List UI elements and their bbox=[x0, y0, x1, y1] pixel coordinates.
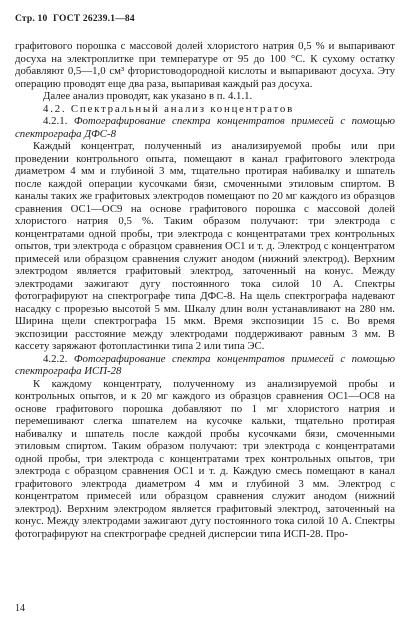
subsection-title: Фотографирование спектра концентратов примесей с помощью спектрографа ИСП-28 bbox=[15, 352, 396, 377]
subsection-heading bbox=[15, 353, 395, 378]
paragraph: Далее анализ проводят, как указано в п. 4.1.1. bbox=[43, 90, 253, 102]
subsection-heading bbox=[15, 115, 395, 140]
subsection-number: 4.2.1. bbox=[43, 115, 68, 127]
body-text bbox=[15, 40, 395, 540]
section-heading: 4.2. Спектральный анализ концентратов bbox=[43, 102, 294, 115]
standard-number: ГОСТ 26239.1—84 bbox=[53, 14, 135, 24]
subsection-title: Фотографирование спектра концентратов примесей с помощью спектрографа ДФС-8 bbox=[15, 115, 396, 140]
paragraph: Каждый концентрат, полученный из анализируемой пробы или при проведении контрольного опыта, помещают в канал графитового электрода диаметром 4 мм и глубиной 3 мм, тщательно протирая набивалку и шпатель после каждой операции кусочками бязи, смоченными этиловым спиртом. В каналы таких же графитовых электродов помещают по 20 мг каждого из образцов сравнения ОС1—ОС9 на основе графитового порошка с массовой долей хлористого натрия 0,5 %. Таким образом получают: три электрода с концентратами одной пробы, три электрода с концентратами трех контрольных опытов, три электрода с образцом сравнения ОС1 и т. д. Электрод с концентратом примесей или образцом сравнения служит анодом (нижний электрод). Верхним электродом является графитовый электрод, заточенный на конус. Между электродами зажигают дугу постоянного тока силой 10 А. Спектры фотографируют на спектрографе типа ДФС-8. На щель спектрографа надевают насадку с прорезью высотой 5 мм. Шкалу длин волн устанавливают на 280 нм. Ширина щели спектрографа 15 мкм. Время экспозиции 15 с. Во время экспозиции расстояние между электродами поддерживают равным 3 мм. В кассету заряжают фотопластинки типа 2 или типа ЭС. bbox=[15, 140, 395, 352]
page-header bbox=[15, 14, 135, 24]
page-number: 14 bbox=[15, 603, 25, 614]
page-label: Стр. 10 bbox=[15, 14, 48, 24]
paragraph: графитового порошка с массовой долей хлористого натрия 0,5 % и выпаривают досуха на электроплитке при температуре от 95 до 100 °С. К сухому остатку добавляют 0,5—1,0 см³ фтористоводородной кислоты и выпаривают досуха. Эту операцию проводят еще два раза, выпаривая каждый раз досуха. bbox=[15, 40, 395, 90]
subsection-number: 4.2.2. bbox=[43, 352, 68, 365]
paragraph: К каждому концентрату, полученному из анализируемой пробы и контрольных опытов, и к 20 мг каждого из образцов сравнения ОС1—ОС8 на основе графитового порошка добавляют по 1 мг хлористого натрия и перемешивают слегка шпателем на кусочке кальки, тщательно протирая набивалку и шпатель после каждой пробы кусочками бязи, смоченными этиловым спиртом. Таким образом получают: три электрода с концентратами одной пробы, три электрода с концентратами трех контрольных опытов, три электрода с образцом сравнения ОС1 и т. д. Каждую смесь помещают в канал графитового электрода диаметром 4 мм и глубиной 3 мм. Электрод с концентратом примесей или образцом сравнения служит анодом (нижний электрод). Верхним электродом является графитовый электрод, заточенный на конус. Между электродами зажигают дугу постоянного тока силой 10 А. Спектры фотографируют на спектрографе средней дисперсии типа ИСП-28. Про- bbox=[15, 377, 395, 540]
